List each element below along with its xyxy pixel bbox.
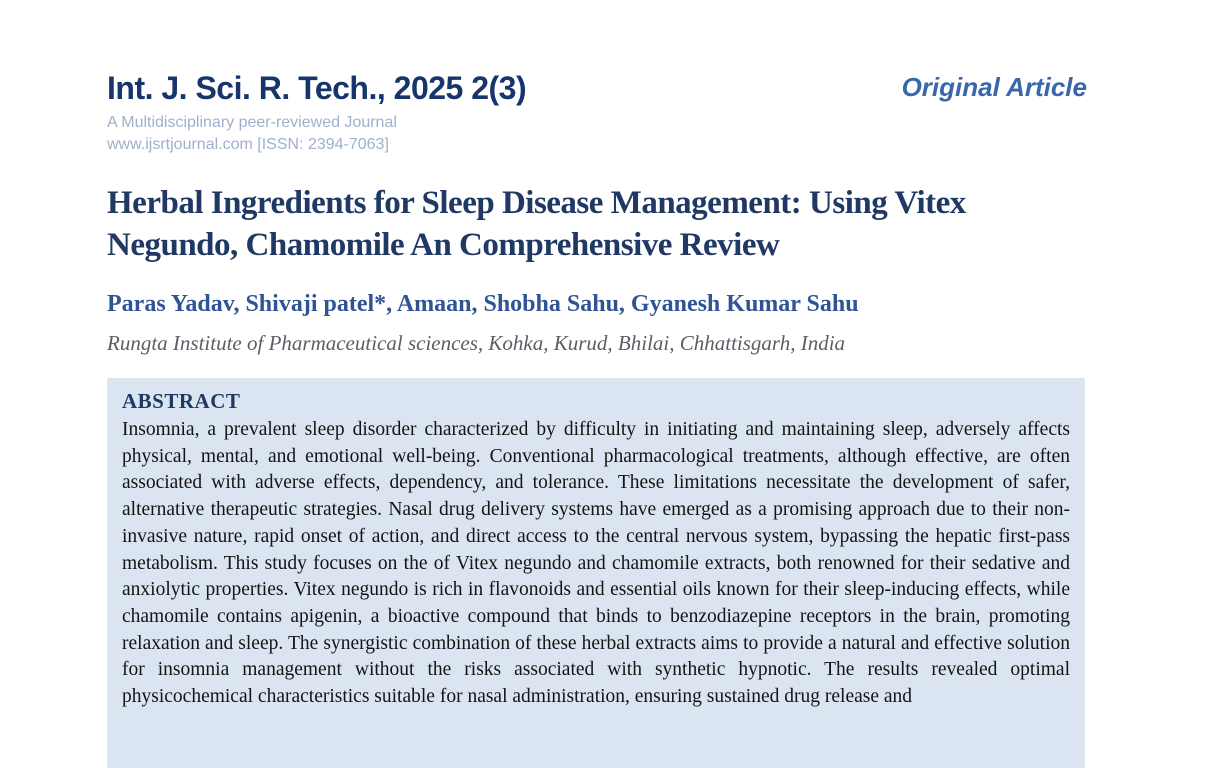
- journal-url-issn: www.ijsrtjournal.com [ISSN: 2394-7063]: [107, 136, 389, 153]
- authors-line: Paras Yadav, Shivaji patel*, Amaan, Shobha Sahu, Gyanesh Kumar Sahu: [107, 291, 859, 317]
- article-title: Herbal Ingredients for Sleep Disease Management: Using Vitex Negundo, Chamomile An Comprehensive Review: [107, 185, 966, 263]
- journal-header: [107, 0, 1087, 156]
- journal-identity: [107, 70, 526, 156]
- abstract-section: [107, 378, 1085, 768]
- journal-title: Int. J. Sci. R. Tech., 2025 2(3): [107, 70, 527, 106]
- abstract-heading: ABSTRACT: [122, 389, 241, 413]
- article-page-content: [107, 0, 1087, 768]
- article-type-label: Original Article: [901, 72, 1087, 102]
- journal-subtitle: A Multidisciplinary peer-reviewed Journal: [107, 114, 397, 131]
- affiliation-line: Rungta Institute of Pharmaceutical sciences, Kohka, Kurud, Bhilai, Chhattisgarh, India: [107, 331, 846, 355]
- abstract-body: Insomnia, a prevalent sleep disorder characterized by difficulty in initiating and maintaining sleep, adversely affects physical, mental, and emotional well-being. Conventional pharmacological treatments, although effective, are often associated with adverse effects, dependency, and tolerance. These limitations necessitate the development of safer, alternative therapeutic strategies. Nasal drug delivery systems have emerged as a promising approach due to their non-invasive nature, rapid onset of action, and direct access to the central nervous system, bypassing the hepatic first-pass metabolism. This study focuses on the of Vitex negundo and chamomile extracts, both renowned for their sedative and anxiolytic properties. Vitex negundo is rich in flavonoids and essential oils known for their sleep-inducing effects, while chamomile contains apigenin, a bioactive compound that binds to benzodiazepine receptors in the brain, promoting relaxation and sleep. The synergistic combination of these herbal extracts aims to provide a natural and effective solution for insomnia management without the risks associated with synthetic hypnotic. The results revealed optimal physicochemical characteristics suitable for nasal administration, ensuring sustained drug release and: [122, 419, 1070, 708]
